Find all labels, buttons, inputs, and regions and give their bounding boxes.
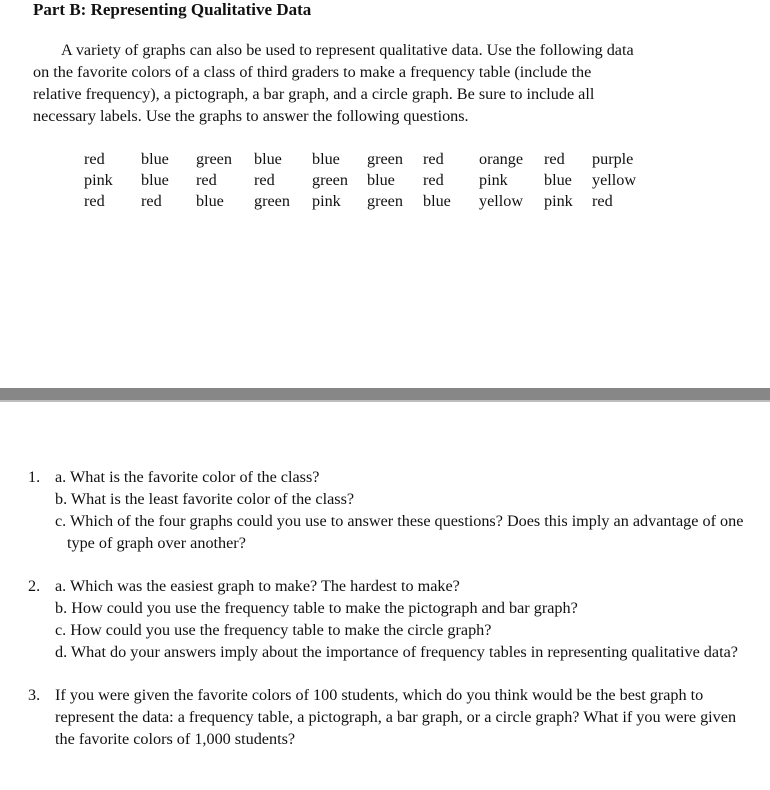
question-part: d. What do your answers imply about the importance of frequency tables in representing qualitative data? [55, 643, 738, 661]
color-cell: green [254, 192, 290, 210]
section-heading: Part B: Representing Qualitative Data [33, 0, 312, 19]
question-part: c. Which of the four graphs could you use to answer these questions? Does this imply an advantage of one type of graph over another? [55, 512, 744, 552]
color-cell: pink [312, 192, 341, 210]
color-cell: green [196, 150, 232, 168]
color-cell: red [423, 150, 444, 168]
color-cell: red [254, 171, 275, 189]
color-cell: green [312, 171, 348, 189]
question-item [28, 466, 748, 554]
question-part: c. How could you use the frequency table to make the circle graph? [55, 621, 492, 639]
color-cell: blue [196, 192, 224, 210]
color-cell: red [84, 192, 105, 210]
intro-line: relative frequency), a pictograph, a bar graph, and a circle graph. Be sure to include all [33, 85, 595, 103]
color-cell: purple [592, 150, 634, 168]
question-number: 2. [28, 577, 41, 595]
question-part: a. What is the favorite color of the class? [55, 468, 320, 486]
question-number: 1. [28, 468, 41, 486]
color-cell: red [592, 192, 613, 210]
color-cell: red [196, 171, 217, 189]
intro-paragraph [33, 39, 743, 127]
color-cell: blue [312, 150, 340, 168]
color-cell: blue [254, 150, 282, 168]
color-cell: blue [423, 192, 451, 210]
question-list [28, 466, 748, 750]
color-cell: red [423, 171, 444, 189]
color-cell: yellow [479, 192, 524, 210]
question-item [28, 684, 748, 750]
question-part: If you were given the favorite colors of 100 students, which do you think would be the best graph to represent the data: a frequency table, a pictograph, a bar graph, or a circle graph? What if you were given the favorite colors of 1,000 students? [55, 686, 737, 748]
question-part: a. Which was the easiest graph to make? The hardest to make? [55, 577, 460, 595]
color-cell: blue [367, 171, 395, 189]
question-part: b. How could you use the frequency table to make the pictograph and bar graph? [55, 599, 578, 617]
color-cell: red [141, 192, 162, 210]
intro-line: A variety of graphs can also be used to represent qualitative data. Use the following data [61, 41, 634, 59]
color-cell: red [84, 150, 105, 168]
question-item [28, 575, 748, 663]
color-cell: pink [544, 192, 573, 210]
question-part: b. What is the least favorite color of the class? [55, 490, 355, 508]
page-divider [0, 388, 770, 400]
color-cell: blue [141, 171, 169, 189]
intro-line: necessary labels. Use the graphs to answer the following questions. [33, 107, 469, 125]
color-cell: pink [479, 171, 508, 189]
color-cell: yellow [592, 171, 637, 189]
color-cell: green [367, 192, 403, 210]
color-cell: orange [479, 150, 524, 168]
color-cell: green [367, 150, 403, 168]
question-number: 3. [28, 686, 41, 704]
color-cell: pink [84, 171, 113, 189]
page-divider-shadow [0, 400, 770, 402]
color-cell: blue [141, 150, 169, 168]
color-cell: red [544, 150, 565, 168]
intro-line: on the favorite colors of a class of third graders to make a frequency table (include the [33, 63, 592, 81]
color-cell: blue [544, 171, 572, 189]
